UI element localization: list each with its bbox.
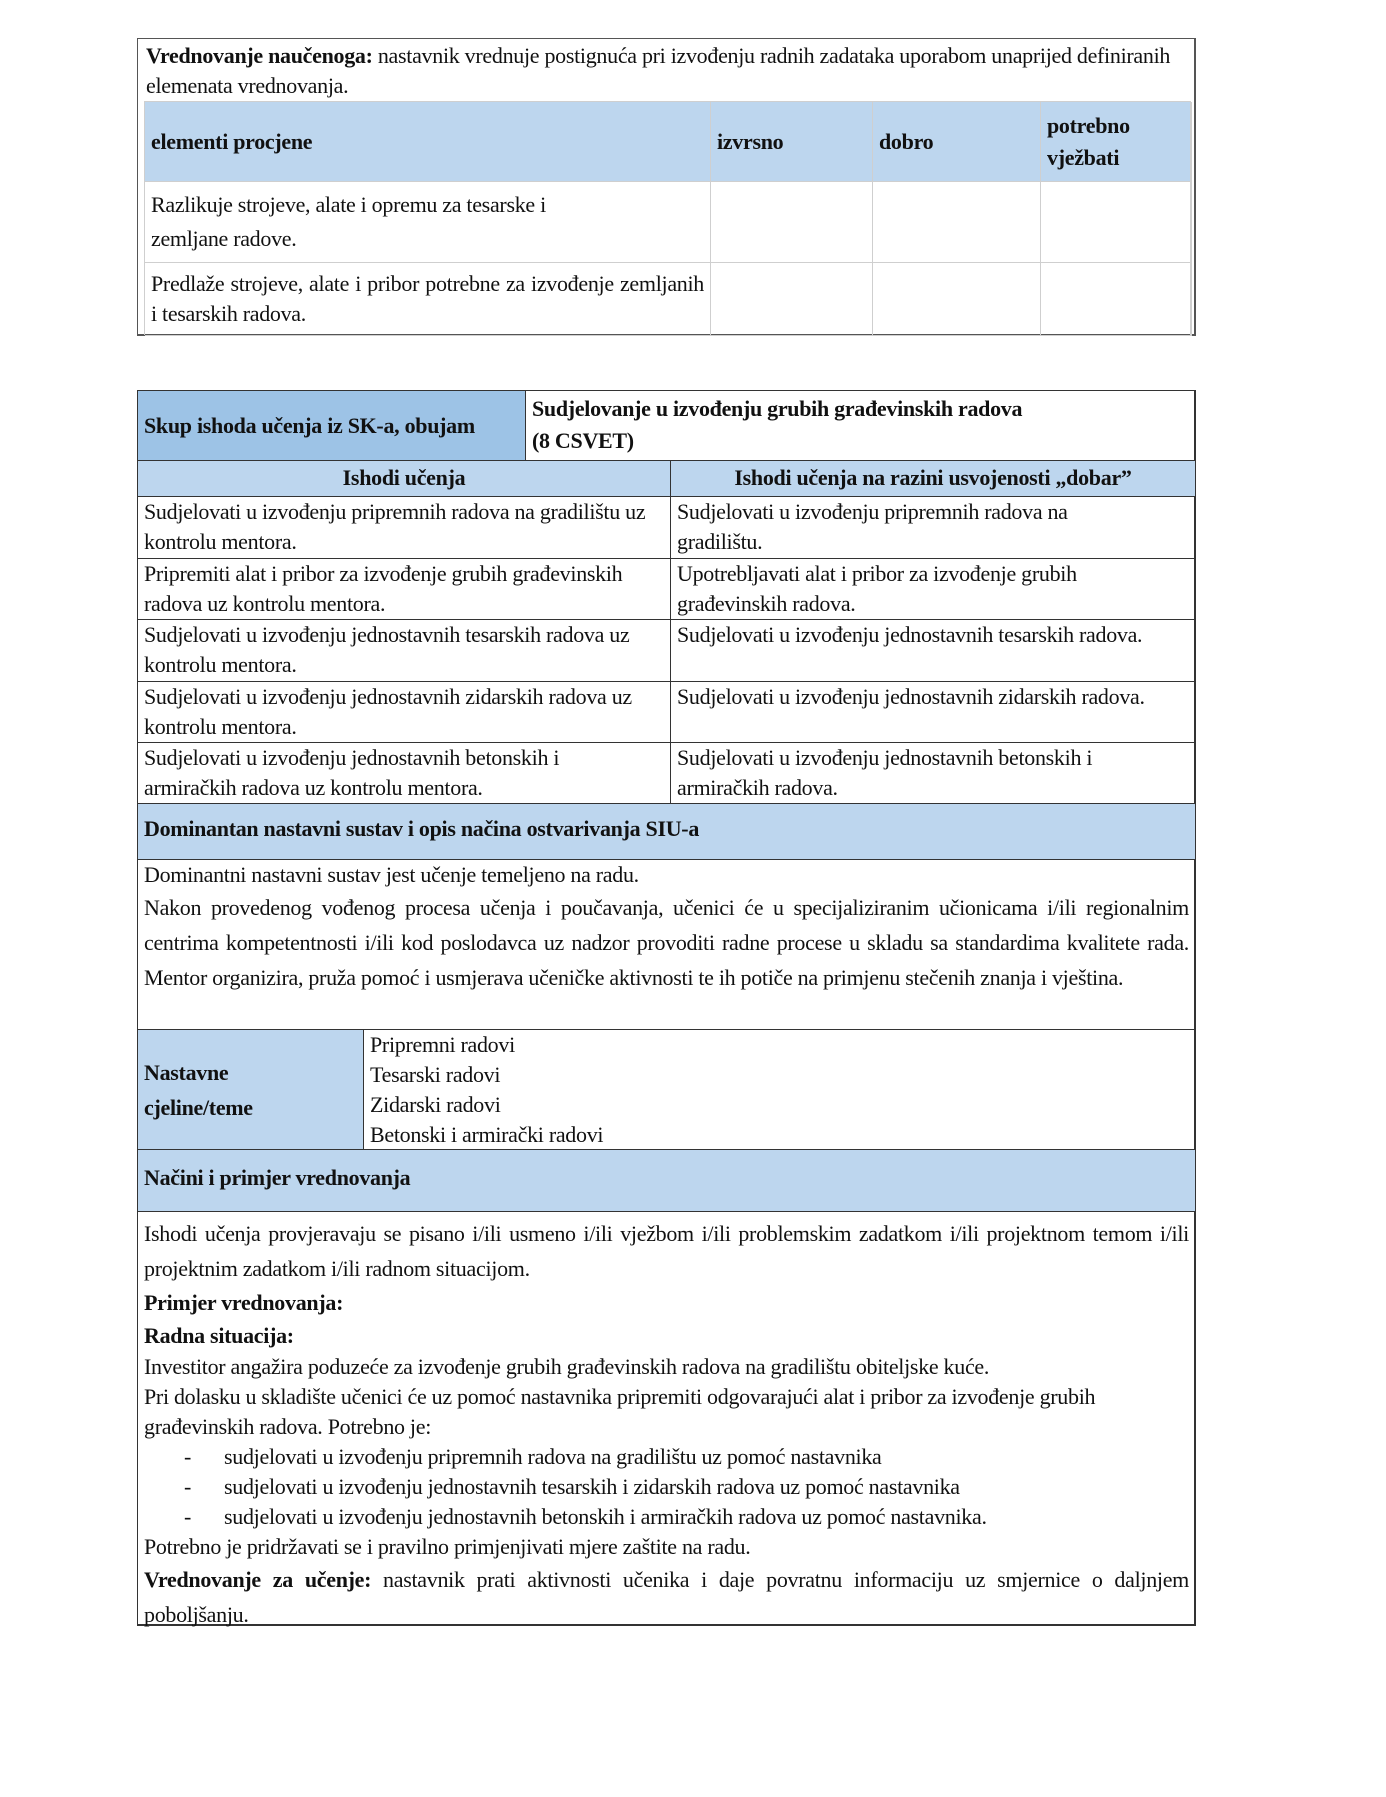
task-item: - sudjelovati u izvođenju jednostavnih betonskih i armiračkih radova uz pomoć nastavnika.	[184, 1502, 1189, 1532]
evaluation-methods: Ishodi učenja provjeravaju se pisano i/ili usmeno i/ili vježbom i/ili problemskim zadatkom i/ili projektnom temom i/ili projektnim zadatkom i/ili radnom situacijom.	[144, 1221, 1189, 1281]
header-ishodi-ucenja: Ishodi učenja	[138, 461, 671, 496]
assessment-intro	[146, 41, 1186, 101]
outcome-set-row	[138, 391, 1195, 461]
outcome-good-level: Sudjelovati u izvođenju jednostavnih betonskih i armiračkih radova.	[677, 745, 1093, 800]
assessment-table	[137, 38, 1196, 336]
outcome-row	[138, 497, 1195, 559]
task-list	[144, 1442, 1189, 1532]
outcome-set-title-line1: Sudjelovanje u izvođenju grubih građevinskih radova	[532, 396, 1023, 421]
outcome-set-credits: (8 CSVET)	[532, 428, 634, 453]
teaching-system-paragraph: Nakon provedenog vođenog procesa učenja i poučavanja, učenici će u specijaliziranim učionicama i/ili regionalnim centrima kompetentnosti i/ili kod poslodavca uz nadzor provoditi radne procese u skladu sa standardima kvalitete rada. Mentor organizira, pruža pomoć i usmjerava učeničke aktivnosti te ih potiče na primjenu stečenih znanja i vještina.	[144, 895, 1189, 990]
unit-item: Betonski i armirački radovi	[370, 1122, 604, 1147]
evaluation-for-learning-text: nastavnik prati aktivnosti učenika i daje povratnu informaciju uz smjernice o daljnjem poboljšanju.	[144, 1567, 1189, 1627]
outcome-set-label: Skup ishoda učenja iz SK-a, obujam	[138, 391, 526, 460]
teaching-system-body-row	[138, 860, 1195, 1030]
evaluation-heading: Načini i primjer vrednovanja	[144, 1165, 411, 1190]
units-list	[364, 1030, 1195, 1149]
outcome-column-headers	[138, 461, 1195, 497]
assessment-row-1-izvrsno[interactable]	[711, 182, 873, 263]
safety-text: Potrebno je pridržavati se i pravilno primjenjivati mjere zaštite na radu.	[144, 1534, 751, 1559]
header-potrebno-vjezbati: potrebno vježbati	[1041, 102, 1192, 182]
outcome-row	[138, 620, 1195, 682]
outcome-good-level: Sudjelovati u izvođenju jednostavnih tesarskih radova.	[677, 622, 1143, 647]
evaluation-example-label: Primjer vrednovanja:	[144, 1290, 344, 1315]
header-izvrsno: izvrsno	[711, 102, 873, 182]
evaluation-body	[138, 1212, 1195, 1625]
assessment-row-2-text: Predlaže strojeve, alate i pribor potrebne za izvođenje zemljanih i tesarskih radova.	[151, 271, 704, 326]
outcome-row	[138, 682, 1195, 743]
teaching-system-body	[138, 860, 1195, 1029]
outcome-row	[138, 559, 1195, 620]
assessment-row-2-element	[145, 263, 711, 336]
assessment-row-2-izvrsno[interactable]	[711, 263, 873, 336]
assessment-row-1-text: Razlikuje strojeve, alate i opremu za tesarske i zemljane radove.	[151, 192, 546, 251]
teaching-system-heading: Dominantan nastavni sustav i opis načina ostvarivanja SIU-a	[144, 816, 700, 841]
header-elementi-procjene: elementi procjene	[145, 102, 711, 182]
assessment-row-2-potrebno[interactable]	[1041, 263, 1192, 336]
assessment-intro-label: Vrednovanje naučenoga:	[146, 43, 373, 68]
outcome-set-title	[526, 391, 1195, 460]
unit-item: Zidarski radovi	[370, 1092, 501, 1117]
outcome-text: Sudjelovati u izvođenju jednostavnih betonskih i armiračkih radova uz kontrolu mentora.	[138, 743, 671, 803]
task-item: - sudjelovati u izvođenju pripremnih radova na gradilištu uz pomoć nastavnika	[184, 1442, 1189, 1472]
outcome-good-level: Sudjelovati u izvođenju jednostavnih zidarskih radova.	[677, 684, 1145, 709]
outcomes-table	[137, 390, 1196, 1626]
unit-item: Pripremni radovi	[370, 1032, 515, 1057]
evaluation-heading-row	[138, 1150, 1195, 1212]
preparation-text: Pri dolasku u skladište učenici će uz pomoć nastavnika pripremiti odgovarajući alat i pribor za izvođenje grubih građevinskih radova. Potrebno je:	[144, 1384, 1096, 1439]
assessment-intro-text: nastavnik vrednuje postignuća pri izvođenju radnih zadataka uporabom unaprijed definiranih elemenata vrednovanja.	[146, 43, 1171, 98]
outcome-text: Sudjelovati u izvođenju pripremnih radova na gradilištu uz kontrolu mentora.	[138, 497, 671, 558]
header-ishodi-dobar: Ishodi učenja na razini usvojenosti „dobar”	[734, 465, 1132, 490]
unit-item: Tesarski radovi	[370, 1062, 501, 1087]
units-row	[138, 1030, 1195, 1150]
header-dobro: dobro	[873, 102, 1041, 182]
teaching-system-heading-row	[138, 804, 1195, 860]
outcome-row	[138, 743, 1195, 804]
outcome-good-level: Sudjelovati u izvođenju pripremnih radova na gradilištu.	[677, 499, 1068, 554]
assessment-row-1-potrebno[interactable]	[1041, 182, 1192, 263]
outcome-text: Sudjelovati u izvođenju jednostavnih tesarskih radova uz kontrolu mentora.	[138, 620, 671, 681]
evaluation-body-row	[138, 1212, 1195, 1625]
work-situation-text: Investitor angažira poduzeće za izvođenje grubih građevinskih radova na gradilištu obiteljske kuće.	[144, 1354, 990, 1379]
work-situation-label: Radna situacija:	[144, 1323, 294, 1348]
outcome-text: Sudjelovati u izvođenju jednostavnih zidarskih radova uz kontrolu mentora.	[138, 682, 671, 742]
evaluation-for-learning-label: Vrednovanje za učenje:	[144, 1567, 372, 1592]
outcome-text: Pripremiti alat i pribor za izvođenje grubih građevinskih radova uz kontrolu mentora.	[138, 559, 671, 619]
assessment-row-1-element	[145, 182, 711, 263]
assessment-grid	[144, 101, 1191, 335]
outcome-good-level: Upotrebljavati alat i pribor za izvođenje grubih građevinskih radova.	[677, 561, 1077, 616]
task-item: - sudjelovati u izvođenju jednostavnih tesarskih i zidarskih radova uz pomoć nastavnika	[184, 1472, 1189, 1502]
evaluation-for-learning	[144, 1562, 1189, 1632]
units-label: Nastavne cjeline/teme	[138, 1030, 364, 1149]
assessment-row-2-dobro[interactable]	[873, 263, 1041, 336]
assessment-row-1-dobro[interactable]	[873, 182, 1041, 263]
teaching-system-line: Dominantni nastavni sustav jest učenje temeljeno na radu.	[144, 862, 639, 887]
